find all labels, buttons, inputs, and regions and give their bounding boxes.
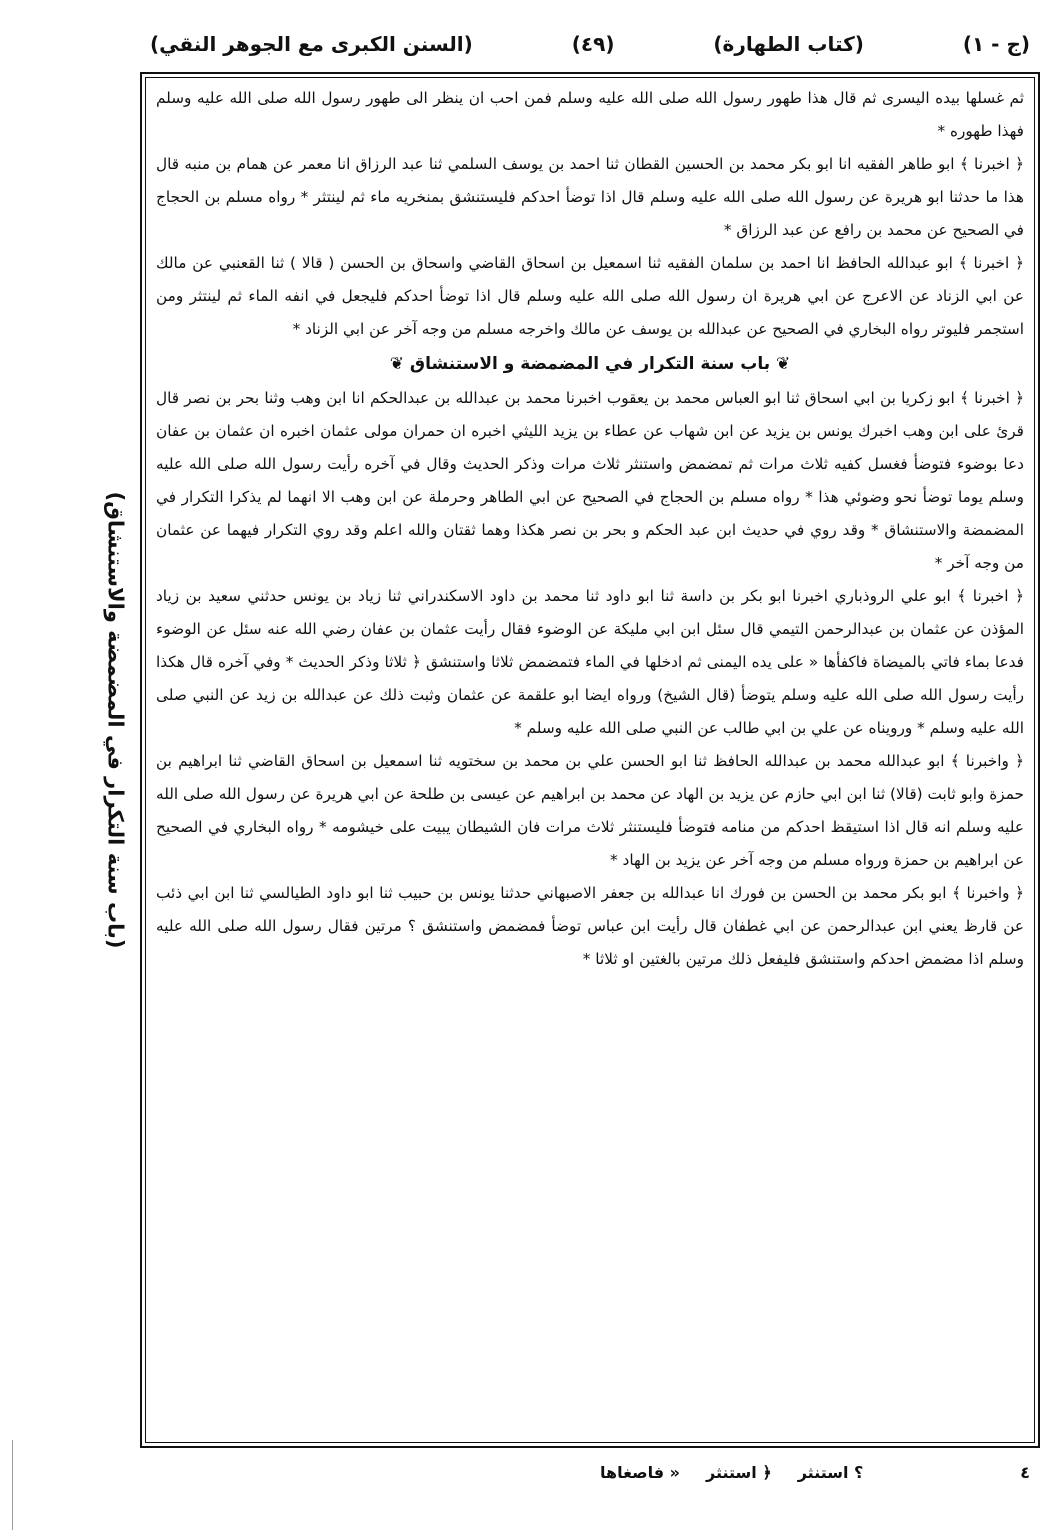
- paragraph: ﴿ اخبرنا ﴾ ابو طاهر الفقيه انا ابو بكر محمد بن الحسين القطان ثنا احمد بن يوسف السلمي ثنا عبد الرزاق انا معمر عن همام بن منبه قال هذا ما حدثنا ابو هريرة عن رسول الله صلى الله عليه وسلم قال اذا توضأ احدكم فليستنشق بمنخريه ماء ثم لينتثر * رواه مسلم بن الحجاج في الصحيح عن محمد بن رافع عن عبد الرزاق *: [156, 155, 1024, 239]
- paragraph: ﴿ اخبرنا ﴾ ابو عبدالله الحافظ انا احمد بن سلمان الفقيه ثنا اسمعيل بن اسحاق القاضي واسحاق بن الحسن ( قالا ) ثنا القعنبي عن مالك عن ابي الزناد عن الاعرج عن ابي هريرة ان رسول الله صلى الله عليه وسلم قال اذا توضأ احدكم فليجعل في انفه الماء ثم لينتثر ومن استجمر فليوتر رواه البخاري في الصحيح عن عبدالله بن يوسف عن مالك واخرجه مسلم من وجه آخر عن ابي الزناد *: [156, 254, 1024, 338]
- paragraph: ﴿ واخبرنا ﴾ ابو عبدالله محمد بن عبدالله الحافظ ثنا ابو الحسن علي بن محمد بن سختويه ثنا اسمعيل بن اسحاق القاضي ثنا ابراهيم بن حمزة وابو ثابت (قالا) ثنا ابن ابي حازم عن يزيد بن الهاد عن محمد بن ابراهيم عن عيسى بن طلحة عن ابي هريرة عن رسول الله صلى الله عليه وسلم انه قال اذا استيقظ احدكم من منامه فتوضأ فليستنثر ثلاث مرات فان الشيطان يبيت على خيشومه * رواه البخاري في الصحيح عن ابراهيم بن حمزة ورواه مسلم من وجه آخر عن يزيد بن الهاد *: [156, 752, 1024, 869]
- book-title: (السنن الكبرى مع الجوهر النقي): [150, 32, 473, 56]
- page-footer: [600, 1452, 1030, 1492]
- section-heading: ❦ باب سنة التكرار في المضمضة و الاستنشاق ❦: [389, 354, 791, 374]
- margin-note-text: (باب سنة التكرار في المضمضة والاستنشاق): [103, 491, 127, 949]
- paragraph: ﴿ اخبرنا ﴾ ابو علي الروذباري اخبرنا ابو بكر بن داسة ثنا ابو داود ثنا محمد بن داود الاسكندراني ثنا زياد بن يونس حدثني سعيد بن زياد المؤذن عن عثمان بن عبدالرحمن التيمي قال سئل ابن ابي مليكة عن الوضوء فقال رأيت عثمان بن عفان رضي الله عنه سئل عن الوضوء فدعا بماء فاتي بالميضاة فاكفأها « على يده اليمنى ثم ادخلها في الماء فتمضمض ثلاثا واستنشق ﴿ ثلاثا وذكر الحديث * وفي آخره قال هكذا رأيت رسول الله صلى الله عليه وسلم يتوضأ (قال الشيخ) ورواه ايضا ابو علقمة عن عثمان وثبت ذلك عن عبدالله بن زيد عن النبي صلى الله عليه وسلم * ورويناه عن علي بن ابي طالب عن النبي صلى الله عليه وسلم *: [156, 587, 1024, 737]
- text-frame: [140, 72, 1040, 1448]
- chapter-title: (كتاب الطهارة): [713, 32, 864, 56]
- footnote: ﴿ استنثر: [706, 1462, 772, 1482]
- scan-edge-mark: [12, 1440, 13, 1530]
- paragraph: ﴿ واخبرنا ﴾ ابو بكر محمد بن الحسن بن فورك انا عبدالله بن جعفر الاصبهاني حدثنا يونس بن حبيب ثنا ابو داود الطيالسي ثنا ابن ابي ذئب عن قارظ يعني ابن عبدالرحمن عن ابي غطفان قال رأيت ابن عباس توضأ فمضمض واستنشق ؟ مرتين فقال رسول الله صلى الله عليه وسلم اذا مضمض احدكم واستنشق فليفعل ذلك مرتين بالغتين او ثلاثا *: [156, 884, 1024, 968]
- paragraph: ﴿ اخبرنا ﴾ ابو زكريا بن ابي اسحاق ثنا ابو العباس محمد بن يعقوب اخبرنا محمد بن عبدالله بن عبدالحكم انا ابن وهب وثنا بحر بن نصر قال قرئ على ابن وهب اخبرك يونس بن يزيد عن ابن شهاب عن عطاء بن يزيد الليثي اخبره ان حمران مولى عثمان اخبره ان عثمان بن عفان دعا بوضوء فتوضأ فغسل كفيه ثلاث مرات ثم تمضمض واستنثر ثلاث مرات وذكر الحديث وقال في آخره رأيت رسول الله صلى الله عليه وسلم يوما توضأ نحو وضوئي هذا * رواه مسلم بن الحجاج في الصحيح عن ابي الطاهر وحرملة عن ابن وهب الا انهما لم يذكرا التكرار في المضمضة والاستنشاق * وقد روي في حديث ابن عبد الحكم و بحر بن نصر هكذا وهما ثقتان والله اعلم وقد روي التكرار فيهما عن عثمان من وجه آخر *: [156, 389, 1024, 572]
- footnote: ؟ استنثر: [797, 1462, 864, 1482]
- footnote: « فاصغاها: [600, 1462, 680, 1482]
- section-heading-text: باب سنة التكرار في المضمضة و الاستنشاق: [409, 354, 771, 374]
- page-number: (٤٩): [571, 32, 615, 56]
- footnotes: [600, 1463, 863, 1482]
- body-text: [156, 82, 1024, 1440]
- volume-label: (ج - ١): [962, 32, 1030, 56]
- footer-marker: ٤: [1020, 1462, 1030, 1482]
- page-header: [150, 22, 1030, 66]
- paragraph: ثم غسلها بيده اليسرى ثم قال هذا طهور رسول الله صلى الله عليه وسلم فمن احب ان ينظر الى طهور رسول الله صلى الله عليه وسلم فهذا طهوره *: [156, 89, 1024, 140]
